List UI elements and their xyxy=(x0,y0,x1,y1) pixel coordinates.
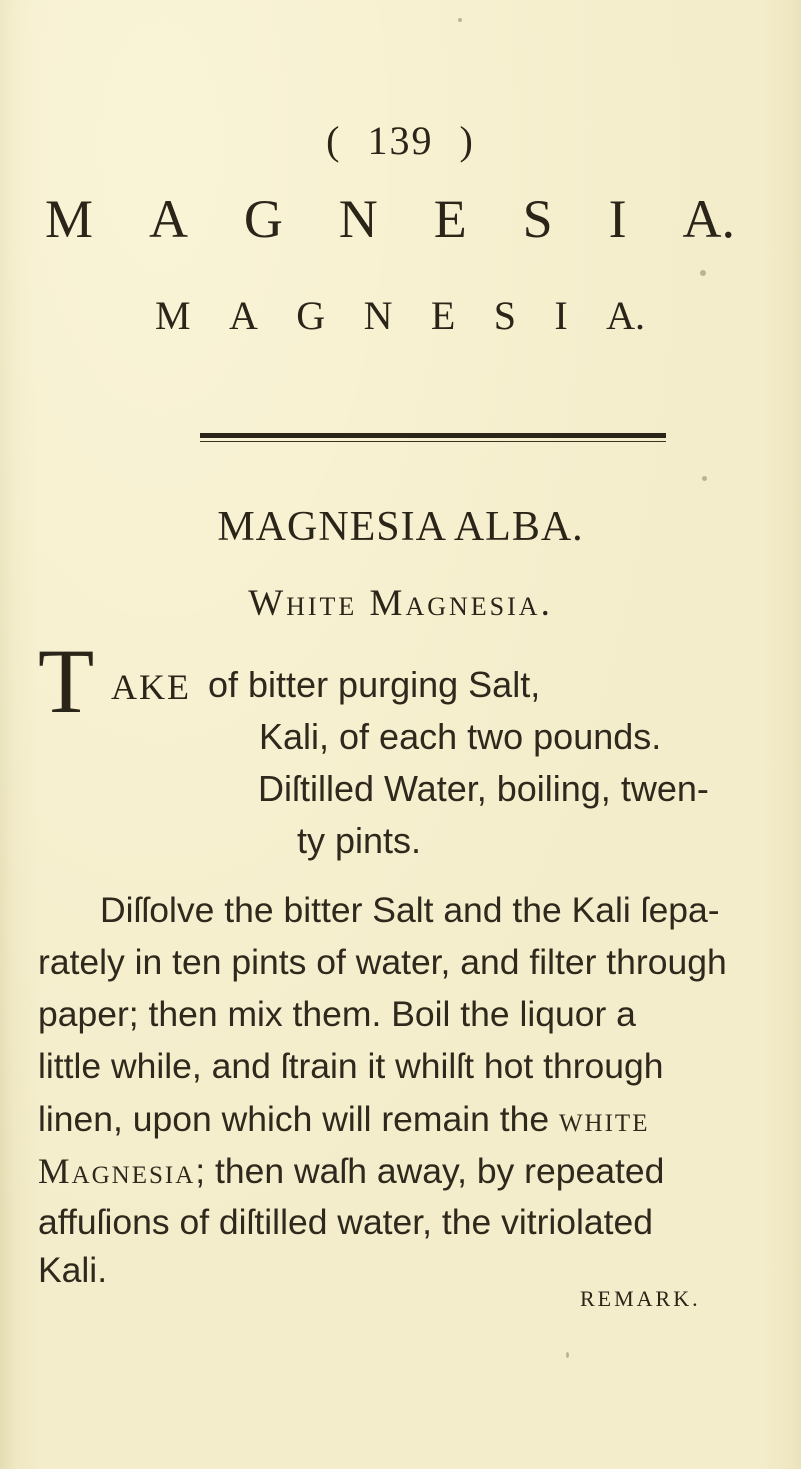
body-line xyxy=(38,1098,649,1140)
body-line: Kali. xyxy=(38,1250,108,1290)
title-letter: S xyxy=(493,293,516,338)
title-letter: A xyxy=(228,293,258,338)
paper-speck xyxy=(458,18,462,22)
body-line: paper; then mix them. Boil the liquor a xyxy=(38,994,636,1034)
title-letter: G xyxy=(243,189,283,249)
title-letter: G xyxy=(296,293,326,338)
title-letter: A. xyxy=(606,293,645,338)
divider-rule-thin xyxy=(200,441,666,442)
title-letter: I xyxy=(554,293,568,338)
body-line: rately in ten pints of water, and filter through xyxy=(38,942,727,982)
chapter-title-large xyxy=(45,188,735,250)
page-number: ( 139 ) xyxy=(326,118,475,163)
body-text-smallcaps: white xyxy=(558,1099,650,1139)
recipe-line: Diſtilled Water, boiling, twen- xyxy=(258,768,709,809)
body-line: Diſſolve the bitter Salt and the Kali ſepa- xyxy=(100,890,720,930)
recipe-line: ty pints. xyxy=(297,820,422,861)
title-letter: N xyxy=(338,189,378,249)
title-letter: M xyxy=(45,189,94,249)
chapter-title-small xyxy=(155,292,645,339)
recipe-line: Kali, of each two pounds. xyxy=(259,716,662,757)
title-letter: A. xyxy=(682,189,735,249)
section-title: MAGNESIA ALBA. xyxy=(217,504,584,550)
title-letter: S xyxy=(522,189,553,249)
paper-speck xyxy=(702,476,707,481)
body-line: little while, and ſtrain it whilſt hot through xyxy=(38,1046,664,1086)
recipe-line: of bitter purging Salt, xyxy=(208,664,541,705)
title-letter: E xyxy=(433,189,467,249)
title-letter: I xyxy=(608,189,627,249)
body-text: linen, upon which will remain the xyxy=(38,1099,550,1139)
paper-speck xyxy=(700,270,706,276)
body-line xyxy=(38,1150,664,1192)
divider-rule xyxy=(200,433,666,438)
body-line: affuſions of diſtilled water, the vitriolated xyxy=(38,1202,654,1242)
title-letter: A xyxy=(148,189,188,249)
drop-cap-continuation: AKE xyxy=(111,667,191,707)
body-text: ; then waſh away, by repeated xyxy=(195,1151,665,1191)
title-letter: E xyxy=(430,293,456,338)
paper-speck xyxy=(566,1352,569,1358)
drop-cap: T xyxy=(38,630,95,732)
catchword: REMARK. xyxy=(580,1286,701,1311)
body-text-smallcaps: Magnesia xyxy=(38,1151,196,1191)
title-letter: N xyxy=(363,293,393,338)
section-subtitle: White Magnesia. xyxy=(248,583,553,624)
title-letter: M xyxy=(155,293,191,338)
